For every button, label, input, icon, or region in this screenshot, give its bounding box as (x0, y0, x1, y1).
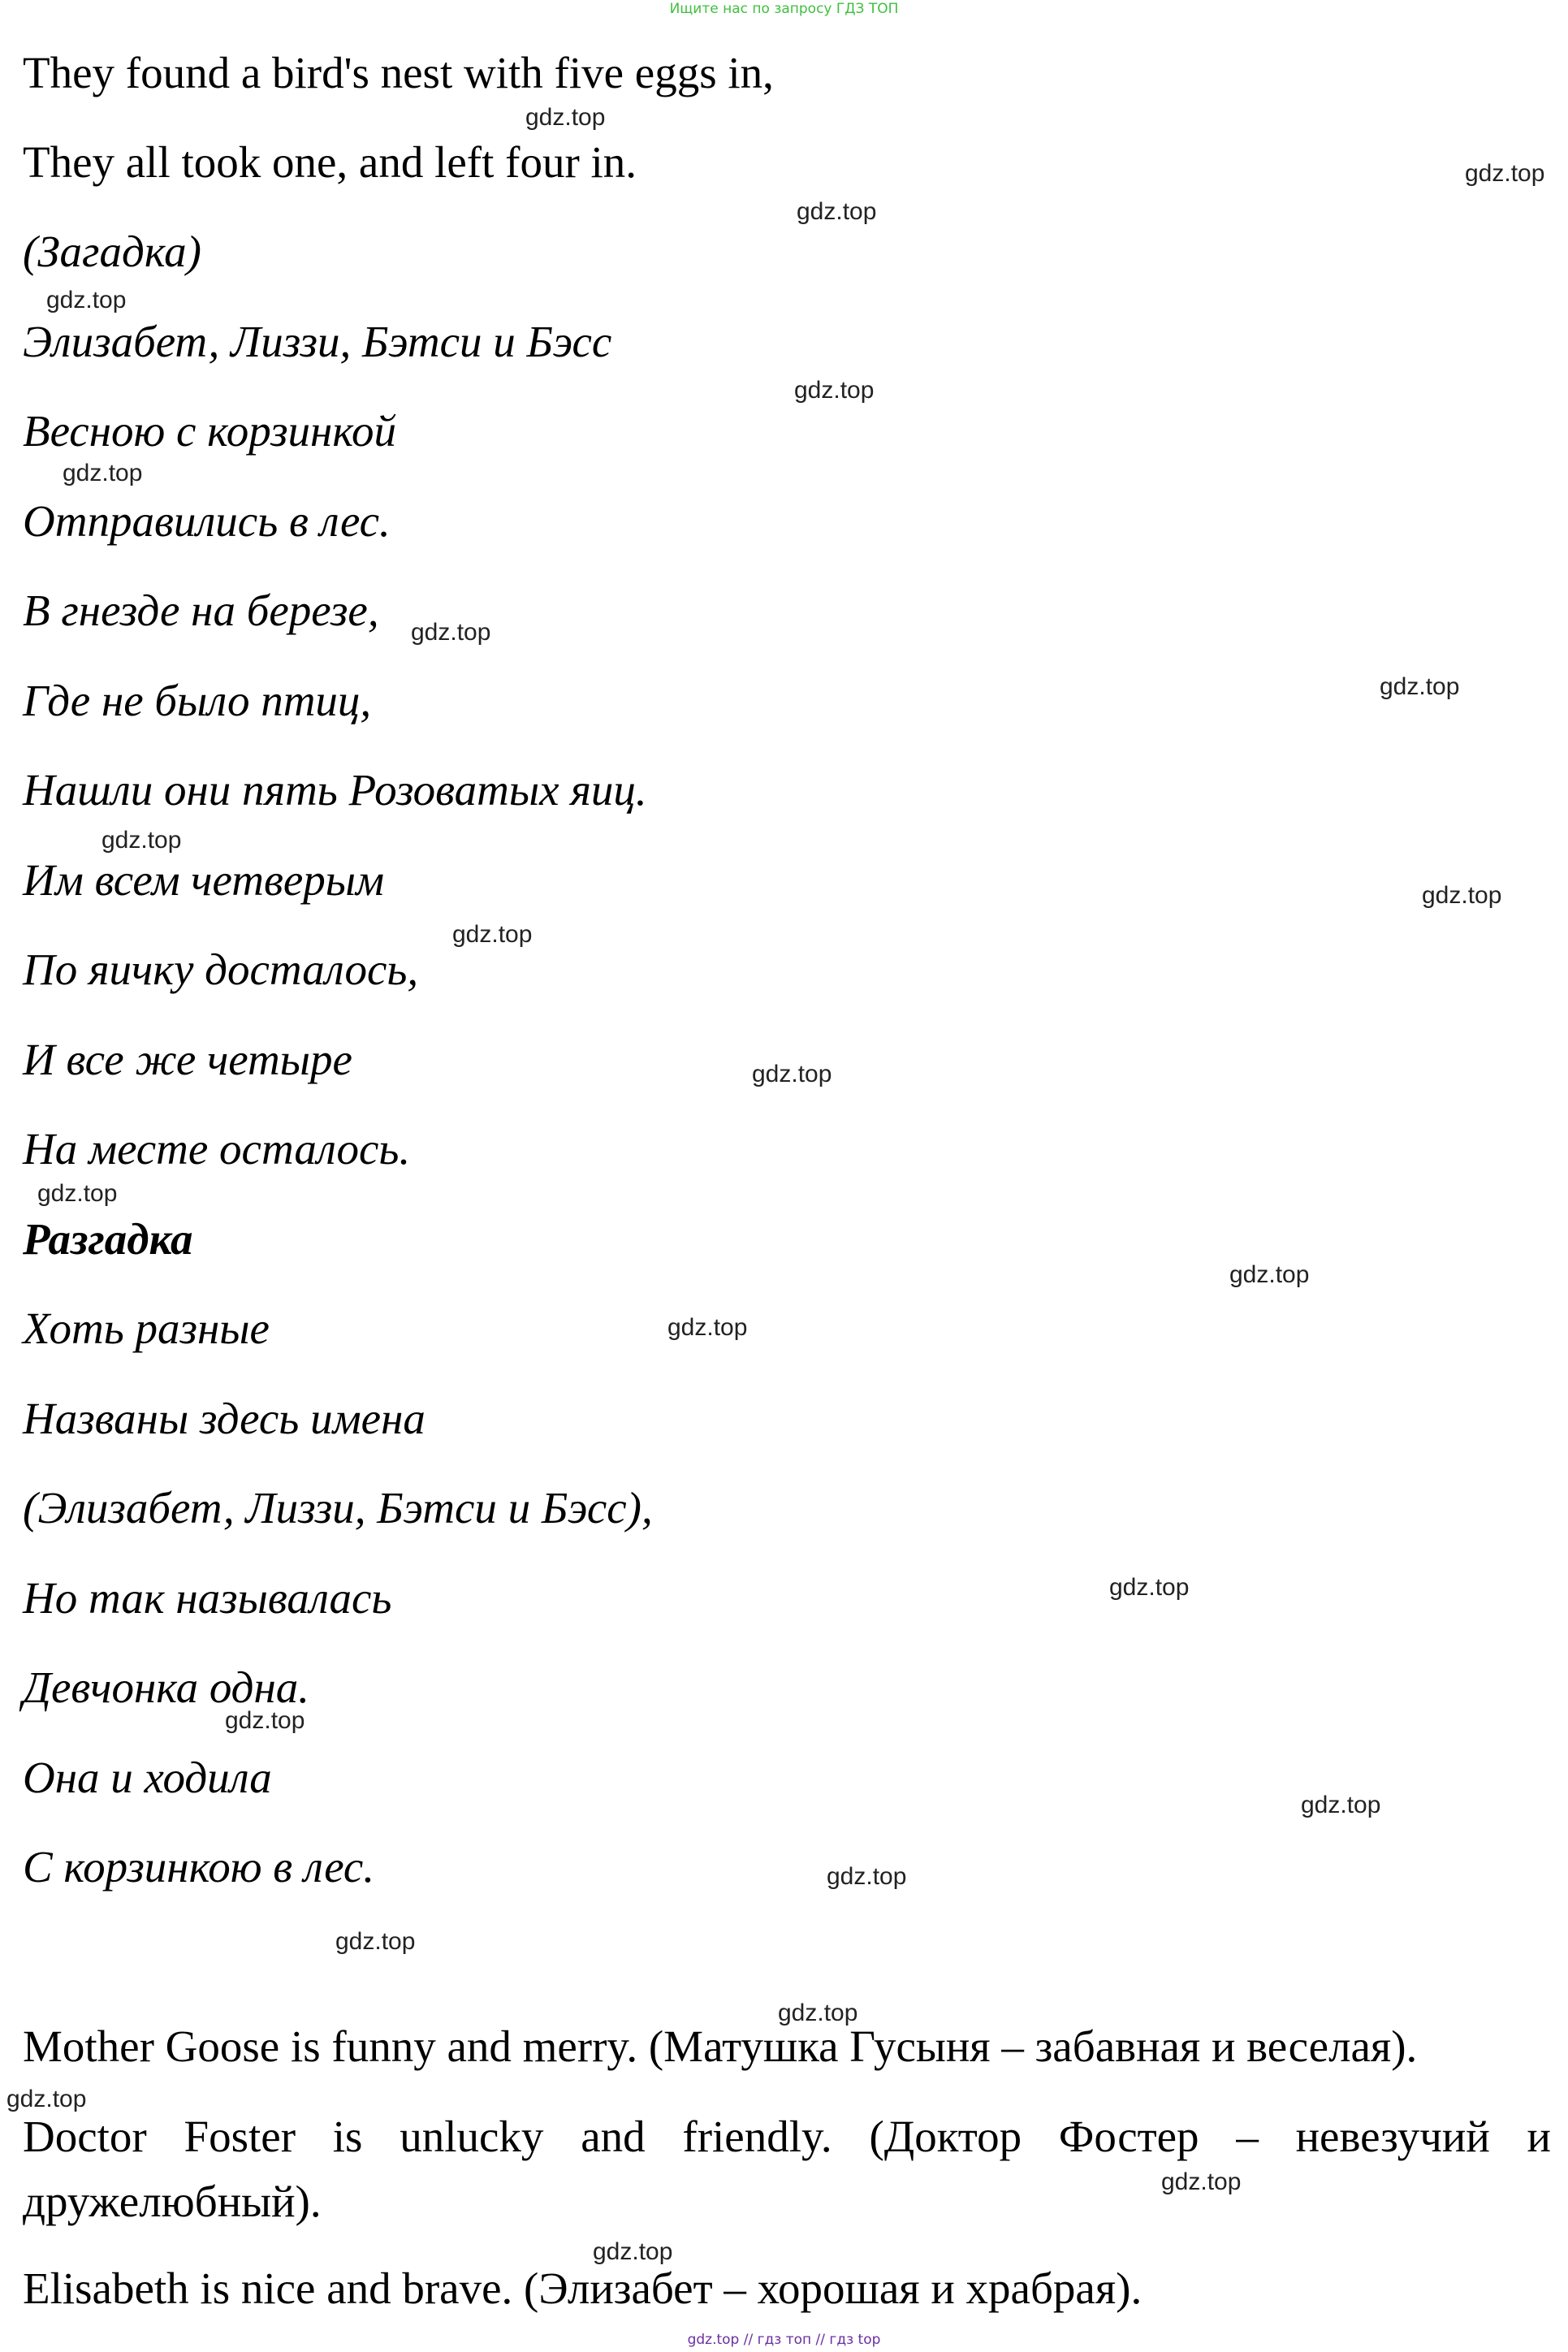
watermark-text: gdz.top (102, 827, 182, 854)
watermark-text: gdz.top (778, 2000, 858, 2026)
answer-heading: Разгадка (23, 1214, 193, 1264)
watermark-text: gdz.top (37, 1180, 118, 1207)
watermark-text: gdz.top (452, 921, 533, 948)
watermark-text: gdz.top (63, 460, 143, 486)
answer-line: Девчонка одна. (23, 1662, 310, 1712)
riddle-line: Нашли они пять Розоватых яиц. (23, 765, 647, 815)
riddle-line: В гнезде на березе, (23, 586, 379, 635)
watermark-text: gdz.top (752, 1061, 832, 1087)
answer-line: Но так называлась (23, 1573, 392, 1623)
watermark-text: gdz.top (225, 1707, 305, 1734)
riddle-line: Отправились в лес. (23, 496, 391, 546)
poem-line: They found a bird's nest with five eggs in, (23, 48, 774, 97)
riddle-line: Весною с корзинкой (23, 406, 396, 456)
character-line: Elisabeth is nice and brave. (Элизабет – хорошая и храбрая). (23, 2263, 1143, 2313)
riddle-line: По яичку досталось, (23, 945, 419, 994)
character-line: Mother Goose is funny and merry. (Матушка Гусыня – забавная и веселая). (23, 2021, 1418, 2071)
watermark-text: gdz.top (525, 104, 606, 131)
riddle-line: И все же четыре (23, 1035, 352, 1084)
character-line: Doctor Foster is unlucky and friendly. (Доктор Фостер – невезучий и (23, 2112, 1551, 2161)
watermark-text: gdz.top (593, 2238, 673, 2265)
watermark-text: gdz.top (1465, 160, 1545, 187)
watermark-text: gdz.top (1229, 1261, 1310, 1288)
character-line: дружелюбный). (23, 2177, 322, 2226)
watermark-text: gdz.top (1301, 1792, 1381, 1818)
footer-banner: gdz.top // гдз топ // гдз top (687, 2332, 881, 2348)
watermark-text: gdz.top (667, 1314, 748, 1341)
watermark-text: gdz.top (1380, 673, 1460, 700)
riddle-line: Элизабет, Лиззи, Бэтси и Бэсс (23, 317, 612, 366)
watermark-text: gdz.top (1161, 2168, 1242, 2195)
search-hint-banner: Ищите нас по запросу ГДЗ ТОП (669, 1, 899, 17)
watermark-text: gdz.top (827, 1863, 907, 1890)
watermark-text: gdz.top (1109, 1574, 1190, 1601)
watermark-text: gdz.top (1422, 882, 1502, 909)
watermark-text: gdz.top (797, 198, 877, 225)
answer-line: Она и ходила (23, 1753, 272, 1802)
watermark-text: gdz.top (335, 1928, 416, 1955)
riddle-heading: (Загадка) (23, 227, 201, 276)
answer-line: С корзинкою в лес. (23, 1842, 375, 1892)
answer-line: Хоть разные (23, 1304, 270, 1353)
watermark-text: gdz.top (6, 2086, 87, 2112)
answer-line: (Элизабет, Лиззи, Бэтси и Бэсс), (23, 1483, 653, 1533)
riddle-line: Им всем четверым (23, 855, 385, 905)
riddle-line: Где не было птиц, (23, 676, 372, 725)
watermark-text: gdz.top (46, 287, 127, 313)
watermark-text: gdz.top (794, 377, 875, 404)
poem-line: They all took one, and left four in. (23, 137, 637, 187)
riddle-line: На месте осталось. (23, 1124, 411, 1174)
watermark-text: gdz.top (411, 619, 491, 646)
answer-line: Названы здесь имена (23, 1394, 425, 1443)
